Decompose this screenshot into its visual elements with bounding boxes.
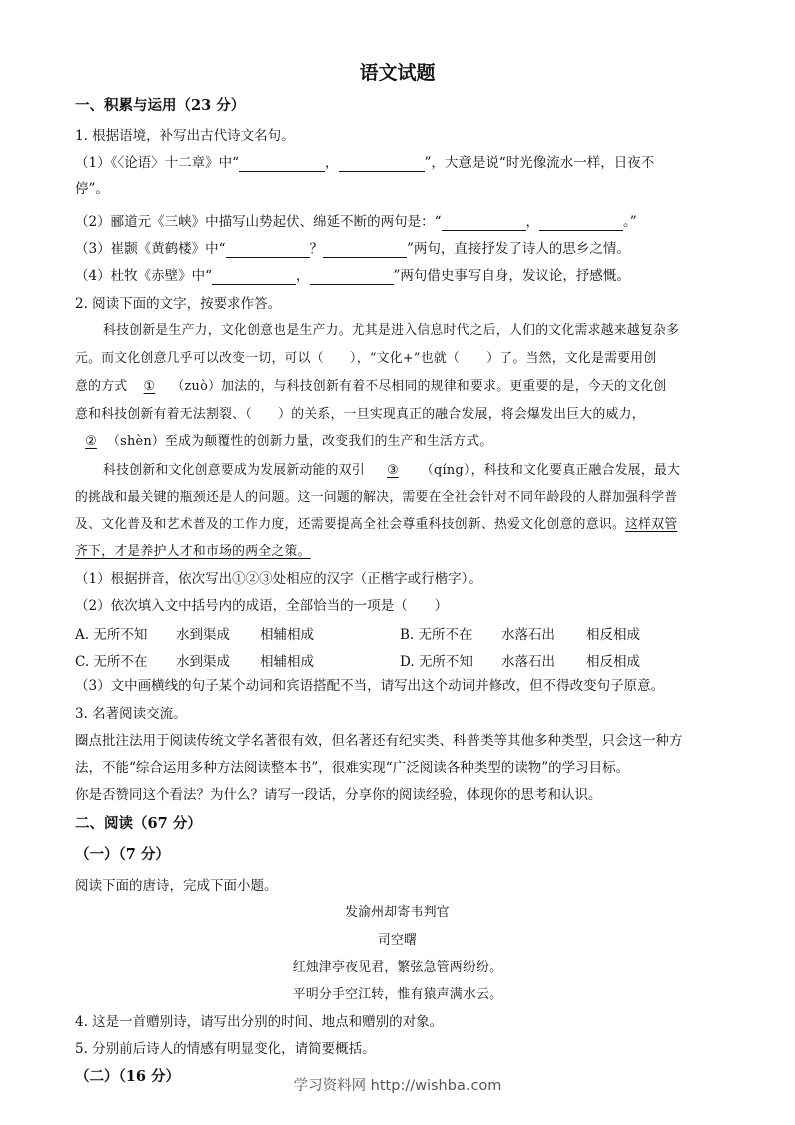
q1-item4-text-a: （4）杜牧《赤壁》中“	[75, 268, 212, 284]
passage-line	[103, 462, 680, 480]
passage-line	[75, 433, 492, 451]
answer-blank[interactable]	[323, 243, 407, 258]
q1-item3-text-c: ”两句，直接抒发了诗人的思乡之情。	[407, 241, 630, 257]
option-c-label: C. 无所不在	[75, 654, 148, 670]
q1-item2-text-a: （2）郦道元《三峡》中描写山势起伏、绵延不断的两句是：“	[75, 214, 442, 230]
passage-text: （shèn）至成为颠覆性的创新力量，改变我们的生产和生活方式。	[107, 434, 493, 449]
q4: 4. 这是一首赠别诗，请写出分别的时间、地点和赠别的对象。	[75, 1014, 444, 1030]
pinyin-blank-1[interactable]: ①	[143, 379, 156, 394]
passage-text: 及、文化普及和艺术普及的工作力度，还需要提高全社会尊重科技创新、热爱文化创意的意识。	[75, 517, 626, 532]
answer-blank[interactable]	[310, 270, 394, 285]
option-d-word2: 水落石出	[501, 654, 555, 670]
poem-title: 发渝州却寄韦判官	[345, 905, 450, 920]
option-a-word2: 水到渠成	[176, 627, 230, 643]
passage-line: 元。而文化创意几乎可以改变一切，可以（ ），“文化+”也就（ ）了。当然，文化是需要用创	[75, 351, 657, 366]
passage-line	[75, 543, 311, 561]
passage-text: 科技创新和文化创意要成为发展新动能的双引	[103, 463, 365, 478]
passage-line: 的挑战和最关键的瓶颈还是人的问题。这一问题的解决，需要在全社会针对不同年龄段的人群加强科学普	[75, 490, 678, 505]
q1-item1	[75, 154, 654, 172]
option-d-label: D. 无所不知	[400, 654, 473, 670]
q1-item1-text-a: （1）《〈论语〉十二章》中“	[75, 155, 239, 171]
option-b-label: B. 无所不在	[400, 627, 473, 643]
underlined-sentence: 这样双管	[625, 517, 678, 532]
option-c-word2: 水到渠成	[176, 654, 230, 670]
q3-line: 你是否赞同这个看法？为什么？请写一段话，分享你的阅读经验，体现你的思考和认识。	[75, 787, 602, 803]
option-a-label: A. 无所不知	[75, 627, 148, 643]
q3-stem: 3. 名著阅读交流。	[75, 706, 187, 722]
passage-text: （zuò）加法的，与科技创新有着不尽相同的规律和要求。更重要的是，今天的文化创	[171, 379, 667, 394]
section1-heading: 一、积累与运用（23 分）	[75, 97, 246, 114]
q3-line: 法，不能“综合运用多种方法阅读整本书”，很难实现“广泛阅读各种类型的读物”的学习目标。	[75, 760, 630, 776]
answer-blank[interactable]	[539, 216, 623, 231]
q5: 5. 分别前后诗人的情感有明显变化，请简要概括。	[75, 1041, 376, 1057]
option-d-word3: 相反相成	[586, 654, 640, 670]
pinyin-blank-2[interactable]: ②	[85, 434, 97, 449]
q1-item1-cont: 停”。	[75, 181, 109, 197]
footer-watermark[interactable]: 学习资料网 http://wishba.com	[293, 1078, 502, 1094]
part1-intro: 阅读下面的唐诗，完成下面小题。	[75, 878, 278, 894]
answer-blank[interactable]	[226, 243, 310, 258]
q1-item3	[75, 240, 630, 258]
page-title: 语文试题	[359, 62, 436, 84]
q1-item4	[75, 267, 630, 285]
poem-author: 司空曙	[377, 933, 418, 948]
q2-sub3: （3）文中画横线的句子某个动词和宾语搭配不当，请写出这个动词并修改，但不得改变句子原意。	[75, 678, 665, 694]
poem-line: 红烛津亭夜见君，繁弦急管两纷纷。	[292, 960, 503, 975]
answer-blank[interactable]	[442, 216, 526, 231]
answer-blank[interactable]	[339, 157, 425, 172]
passage-line: 科技创新是生产力，文化创意也是生产力。尤其是进入信息时代之后，人们的文化需求越来越复杂多	[103, 323, 680, 338]
part1-heading: （一）（7 分）	[75, 846, 170, 863]
q1-item4-text-c: ”两句借史事写自身，发议论，抒感慨。	[393, 268, 630, 284]
underlined-sentence: 齐下，才是养护人才和市场的两全之策。	[75, 544, 311, 559]
q3-line: 圈点批注法用于阅读传统文学名著很有效，但名著还有纪实类、科普类等其他多种类型，只会这一种方	[75, 733, 683, 749]
q2-sub2: （2）依次填入文中括号内的成语，全部恰当的一项是（ ）	[75, 598, 449, 614]
passage-line	[75, 516, 677, 534]
q1-item2-text-c: 。”	[623, 214, 637, 230]
passage-line	[75, 378, 666, 396]
q1-item1-text-b: ，	[325, 155, 339, 171]
q1-item1-text-c: ”，大意是说“时光像流水一样，日夜不	[424, 155, 655, 171]
pinyin-blank-3[interactable]: ③	[387, 463, 399, 478]
passage-text: 意的方式	[75, 379, 128, 394]
q1-stem: 1. 根据语境，补写出古代诗文名句。	[75, 128, 295, 144]
option-b-word3: 相反相成	[586, 627, 640, 643]
q1-item4-text-b: ，	[296, 268, 310, 284]
section2-heading: 二、阅读（67 分）	[75, 815, 202, 832]
answer-blank[interactable]	[239, 157, 325, 172]
option-a-word3: 相辅相成	[260, 627, 314, 643]
passage-line: 意和科技创新有着无法割裂、（ ）的关系，一旦实现真正的融合发展，将会爆发出巨大的威力，	[75, 407, 645, 422]
q2-stem: 2. 阅读下面的文字，按要求作答。	[75, 296, 282, 312]
answer-blank[interactable]	[212, 270, 296, 285]
option-c-word3: 相辅相成	[260, 654, 314, 670]
option-b-word2: 水落石出	[501, 627, 555, 643]
q1-item2	[75, 213, 637, 231]
passage-text: （qíng），科技和文化要真正融合发展，最大	[420, 463, 681, 478]
part2-heading: （二）（16 分）	[75, 1068, 180, 1085]
q2-sub1: （1）根据拼音，依次写出①②③处相应的汉字（正楷字或行楷字）。	[75, 571, 482, 587]
q1-item3-text-b: ？	[309, 241, 323, 257]
q1-item3-text-a: （3）崔颢《黄鹤楼》中“	[75, 241, 226, 257]
q1-item2-text-b: ，	[525, 214, 539, 230]
poem-line: 平明分手空江转，惟有猿声满水云。	[292, 987, 503, 1002]
